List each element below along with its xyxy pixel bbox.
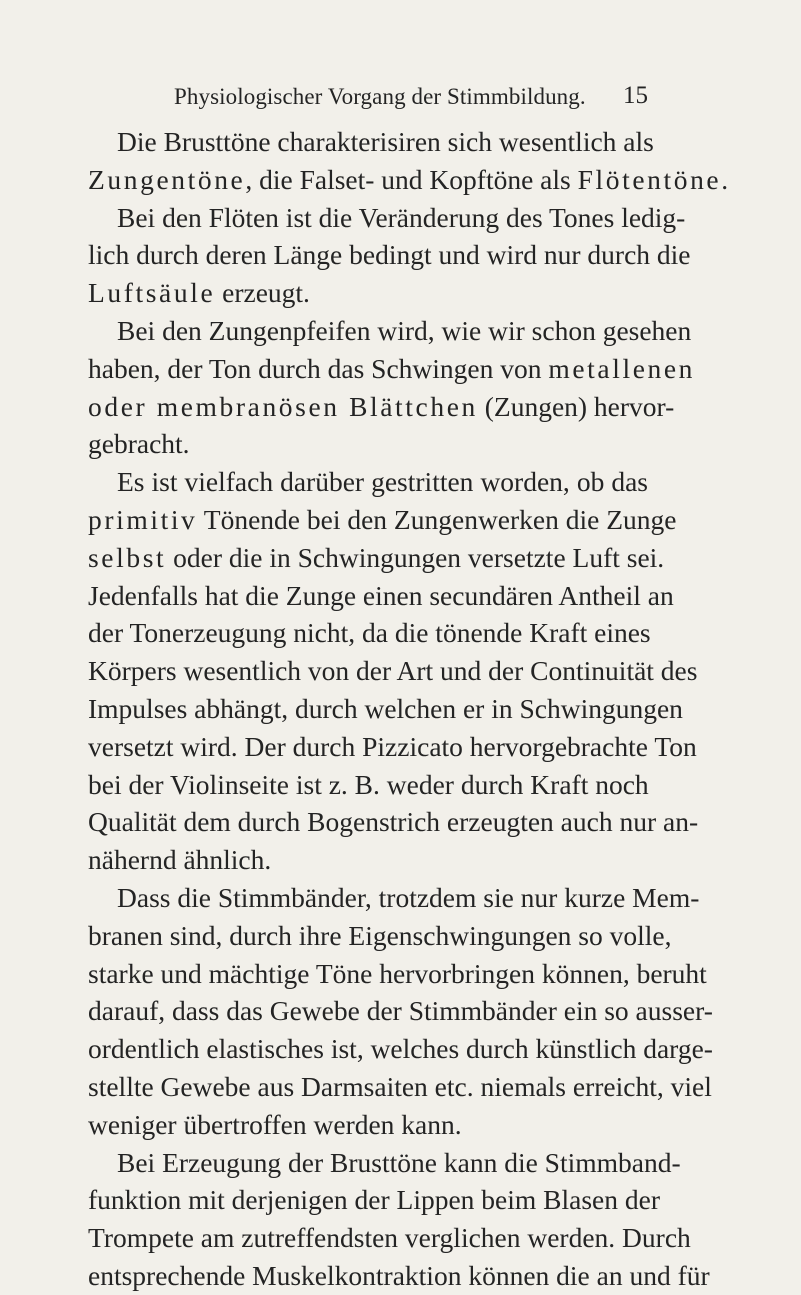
emphasized-term: Flötentöne [577, 163, 722, 195]
text-run: (Zungen) hervor- [477, 390, 675, 422]
text-run: haben, der Ton durch das Schwingen von [88, 352, 549, 384]
text-run: Qualität dem durch Bogenstrich erzeugten auch nur an- [88, 806, 699, 838]
text-run: nähernd ähnlich. [88, 844, 272, 876]
text-run: versetzt wird. Der durch Pizzicato hervorgebrachte Ton [88, 730, 697, 762]
text-line [88, 463, 648, 501]
text-line [88, 1068, 712, 1106]
text-run: Tönende bei den Zungenwerken die Zunge [197, 503, 677, 535]
text-run: bei der Violinseite ist z. B. weder durch Kraft noch [88, 768, 649, 800]
text-line [88, 803, 699, 841]
text-line [88, 199, 686, 237]
text-run: Körpers wesentlich von der Art und der Continuität des [88, 655, 698, 687]
text-run: der Tonerzeugung nicht, da die tönende Kraft eines [88, 617, 651, 649]
text-run: . [721, 163, 729, 195]
text-line [88, 690, 683, 728]
text-line [88, 236, 691, 274]
text-line [88, 1181, 660, 1219]
text-run: entsprechende Muskelkontraktion können die an und für [88, 1259, 710, 1291]
text-line [88, 917, 672, 955]
text-run: starke und mächtige Töne hervorbringen können, beruht [88, 957, 707, 989]
text-run: lich durch deren Länge bedingt und wird nur durch die [88, 239, 691, 271]
text-line [88, 728, 697, 766]
text-line [88, 992, 713, 1030]
text-run: Jedenfalls hat die Zunge einen secundären Antheil an [88, 579, 674, 611]
text-run: Bei Erzeugung der Brusttöne kann die Stimmband- [117, 1146, 681, 1178]
text-line [88, 1106, 648, 1144]
text-run: erzeugt. [215, 277, 310, 309]
text-line [88, 879, 700, 917]
text-run: Trompete am zutreffendsten verglichen werden. Durch [88, 1222, 691, 1254]
running-head [88, 80, 648, 120]
body-text [88, 123, 729, 1295]
text-run: oder die in Schwingungen versetzte Luft sei. [166, 541, 665, 573]
text-run: Die Brusttöne charakterisiren sich wesentlich als [117, 126, 654, 157]
page-number: 15 [623, 82, 648, 109]
text-run: Bei den Zungenpfeifen wird, wie wir schon gesehen [117, 314, 692, 346]
text-line [88, 539, 665, 577]
text-run: , die Falset- und Kopftöne als [245, 163, 578, 195]
emphasized-term: oder membranösen Blättchen [88, 390, 478, 422]
text-run: Dass die Stimmbänder, trotzdem sie nur kurze Mem- [117, 881, 700, 913]
text-line [88, 577, 674, 615]
text-run: Bei den Flöten ist die Veränderung des Tones ledig- [117, 201, 686, 233]
text-line [88, 388, 675, 426]
text-line [88, 425, 648, 463]
text-run: funktion mit derjenigen der Lippen beim Blasen der [88, 1184, 660, 1216]
text-line [88, 614, 651, 652]
text-line [88, 161, 729, 199]
text-line [88, 1257, 710, 1295]
text-line [88, 841, 648, 879]
text-run: darauf, dass das Gewebe der Stimmbänder ein so ausser- [88, 995, 713, 1027]
text-run: stellte Gewebe aus Darmsaiten etc. niemals erreicht, viel [88, 1070, 712, 1102]
text-run: Impulses abhängt, durch welchen er in Schwingungen [88, 692, 683, 724]
text-line [88, 350, 696, 388]
text-line [88, 123, 654, 161]
text-line [88, 1219, 691, 1257]
running-title: Physiologischer Vorgang der Stimmbildung. [174, 84, 586, 109]
text-line [88, 1144, 681, 1182]
text-line [88, 766, 648, 804]
text-line [88, 955, 707, 993]
text-line [88, 1030, 713, 1068]
emphasized-term: primitiv [88, 503, 198, 535]
text-line [88, 312, 692, 350]
text-line [88, 652, 698, 690]
text-run: ordentlich elastisches ist, welches durch künstlich darge- [88, 1033, 713, 1065]
text-line [88, 274, 648, 312]
text-run: branen sind, durch ihre Eigenschwingungen so volle, [88, 919, 672, 951]
emphasized-term: selbst [88, 541, 167, 573]
emphasized-term: metallenen [548, 352, 696, 384]
text-run: Es ist vielfach darüber gestritten worden, ob das [117, 466, 648, 498]
emphasized-term: Luftsäule [88, 277, 216, 309]
emphasized-term: Zungentöne [88, 163, 246, 195]
text-run: weniger übertroffen werden kann. [88, 1108, 462, 1140]
text-run: gebracht. [88, 428, 190, 460]
text-line [88, 501, 677, 539]
